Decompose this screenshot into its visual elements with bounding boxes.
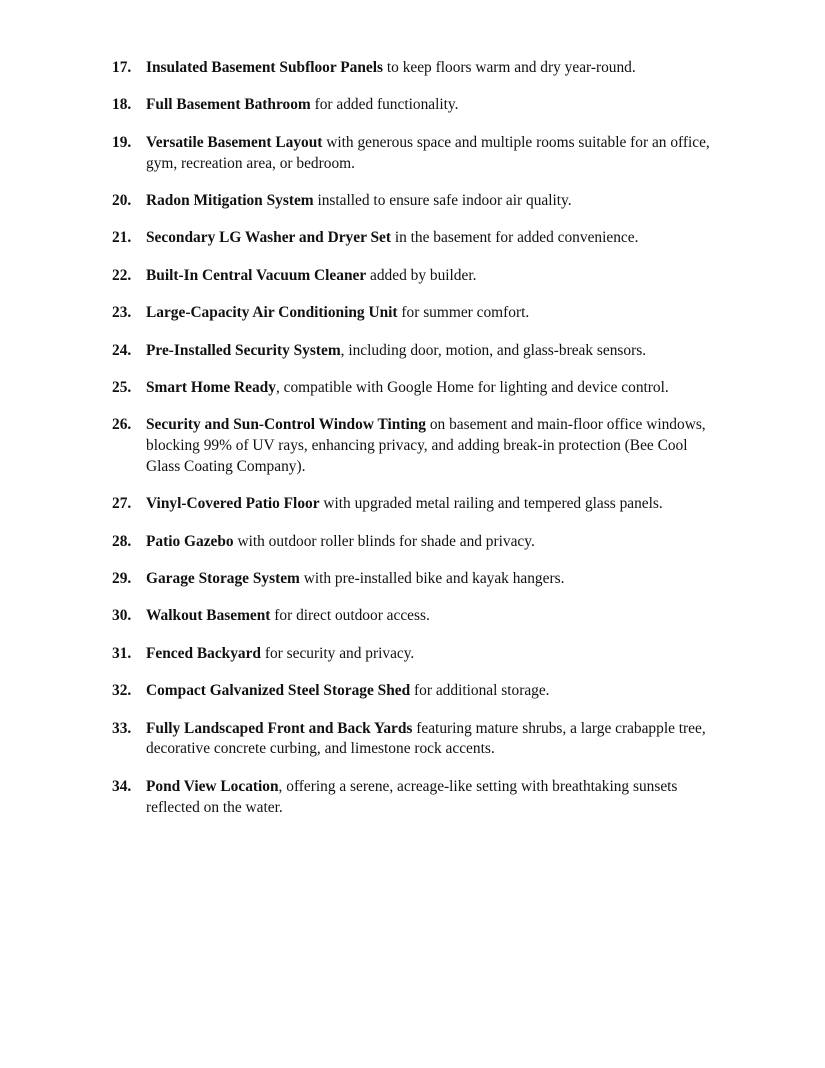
item-description: added by builder.: [366, 266, 477, 284]
item-text: [146, 266, 722, 287]
item-title: Pond View Location: [146, 777, 279, 795]
list-item: [112, 606, 722, 627]
item-description: with outdoor roller blinds for shade and privacy.: [233, 532, 535, 550]
item-text: [146, 378, 722, 399]
list-item: [112, 191, 722, 212]
list-item: [112, 95, 722, 116]
item-title: Fully Landscaped Front and Back Yards: [146, 719, 413, 737]
item-number: 21.: [112, 229, 132, 247]
item-title: Built-In Central Vacuum Cleaner: [146, 266, 367, 284]
item-title: Large-Capacity Air Conditioning Unit: [146, 304, 398, 322]
item-title: Versatile Basement Layout: [146, 133, 323, 151]
item-description: featuring mature shrubs, a large crabapple tree, decorative concrete curbing, and limestone rock accents.: [146, 719, 706, 758]
item-number: 27.: [112, 495, 132, 513]
item-text: [146, 415, 722, 477]
item-number: 32.: [112, 682, 132, 700]
item-title: Insulated Basement Subfloor Panels: [146, 59, 384, 76]
item-text: [146, 644, 722, 665]
list-item: [112, 569, 722, 590]
list-item: [112, 644, 722, 665]
item-description: for direct outdoor access.: [270, 607, 430, 625]
item-number: 23.: [112, 304, 132, 322]
item-description: with upgraded metal railing and tempered glass panels.: [319, 495, 663, 513]
item-number: 19.: [112, 133, 132, 151]
item-title: Compact Galvanized Steel Storage Shed: [146, 682, 411, 700]
item-title: Pre-Installed Security System: [146, 341, 341, 359]
item-text: [146, 606, 722, 627]
item-text: [146, 569, 722, 590]
item-description: with pre-installed bike and kayak hangers.: [299, 570, 565, 588]
item-description: for added functionality.: [310, 96, 459, 114]
item-description: , offering a serene, acreage-like setting with breathtaking sunsets reflected on the water.: [146, 777, 678, 816]
list-item: [112, 415, 722, 477]
item-number: 24.: [112, 341, 132, 359]
item-description: in the basement for added convenience.: [390, 229, 639, 247]
item-description: for security and privacy.: [261, 644, 415, 662]
item-description: , including door, motion, and glass-break sensors.: [340, 341, 647, 359]
list-item: [112, 228, 722, 249]
item-number: 34.: [112, 777, 132, 795]
list-item: [112, 494, 722, 515]
feature-list: [112, 58, 722, 835]
list-item: [112, 777, 722, 819]
list-item: [112, 681, 722, 702]
item-number: 26.: [112, 416, 132, 434]
item-text: [146, 341, 722, 362]
list-item: [112, 303, 722, 324]
item-description: , compatible with Google Home for lighting and device control.: [275, 378, 669, 396]
item-text: [146, 719, 722, 761]
item-description: for summer comfort.: [397, 304, 530, 322]
item-text: [146, 681, 722, 702]
item-number: 17.: [112, 59, 132, 76]
item-title: Fenced Backyard: [146, 644, 261, 662]
item-number: 22.: [112, 266, 132, 284]
item-description: with generous space and multiple rooms suitable for an office, gym, recreation area, or bedroom.: [146, 133, 710, 172]
item-description: installed to ensure safe indoor air quality.: [313, 191, 572, 209]
item-number: 25.: [112, 378, 132, 396]
list-item: [112, 532, 722, 553]
item-description: on basement and main-floor office windows, blocking 99% of UV rays, enhancing privacy, and adding break-in protection (Bee Cool Glass Coating Company).: [146, 416, 706, 475]
item-title: Vinyl-Covered Patio Floor: [146, 495, 320, 513]
item-text: [146, 532, 722, 553]
item-title: Security and Sun-Control Window Tinting: [146, 416, 426, 434]
list-item: [112, 341, 722, 362]
item-number: 30.: [112, 607, 132, 625]
item-text: [146, 228, 722, 249]
item-number: 29.: [112, 570, 132, 588]
list-item: [112, 378, 722, 399]
item-title: Secondary LG Washer and Dryer Set: [146, 229, 391, 247]
item-text: [146, 303, 722, 324]
item-title: Radon Mitigation System: [146, 191, 314, 209]
item-text: [146, 494, 722, 515]
item-text: [146, 777, 722, 819]
item-text: [146, 95, 722, 116]
item-title: Garage Storage System: [146, 570, 300, 588]
item-description: for additional storage.: [410, 682, 550, 700]
list-item: [112, 58, 722, 79]
item-title: Smart Home Ready: [146, 378, 276, 396]
item-number: 31.: [112, 644, 132, 662]
list-item: [112, 133, 722, 175]
item-title: Full Basement Bathroom: [146, 96, 311, 114]
item-number: 20.: [112, 191, 132, 209]
item-number: 33.: [112, 719, 132, 737]
item-text: [146, 58, 722, 79]
item-description: to keep floors warm and dry year-round.: [383, 59, 636, 76]
item-title: Walkout Basement: [146, 607, 271, 625]
item-number: 18.: [112, 96, 132, 114]
item-title: Patio Gazebo: [146, 532, 234, 550]
list-item: [112, 266, 722, 287]
item-text: [146, 191, 722, 212]
item-text: [146, 133, 722, 175]
item-number: 28.: [112, 532, 132, 550]
list-item: [112, 719, 722, 761]
